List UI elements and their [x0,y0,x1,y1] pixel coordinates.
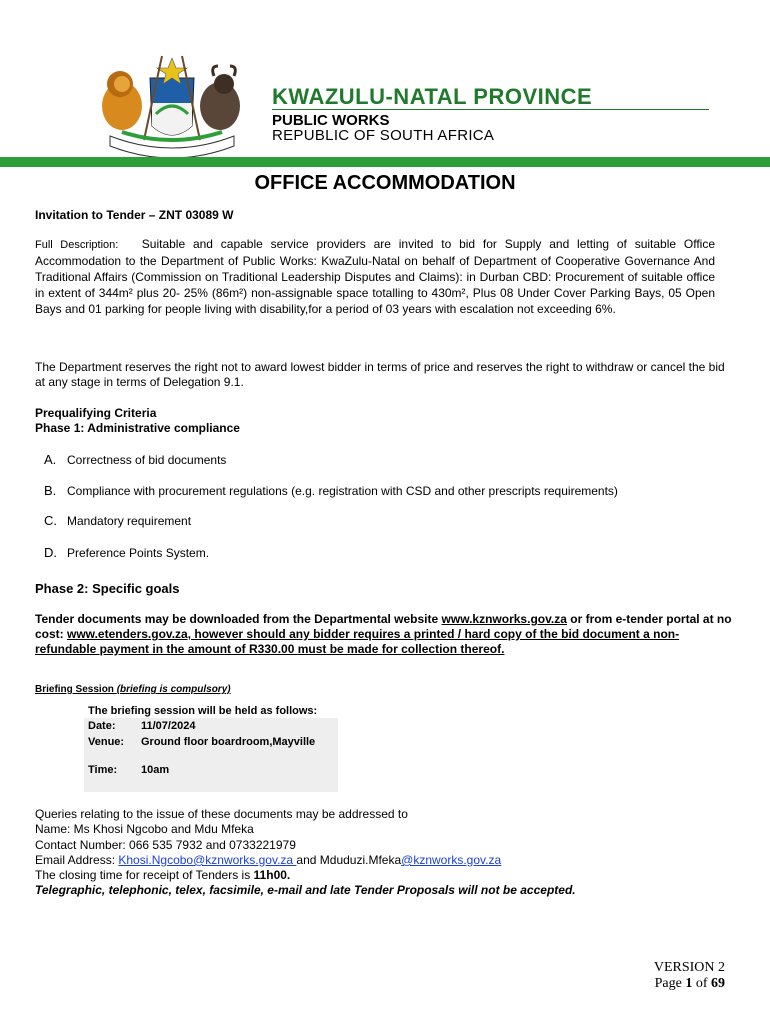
briefing-venue-row [88,736,315,748]
criteria-letter: D. [44,545,57,560]
criteria-text: Preference Points System. [67,546,210,560]
email-link-mduduzi[interactable]: @kznworks.gov.za [401,852,502,867]
header-band [0,157,770,167]
briefing-held: The briefing session will be held as follows: [88,705,318,717]
closing-note: Telegraphic, telephonic, telex, facsimile, e-mail and late Tender Proposals will not be accepted. [35,883,576,898]
phase2-heading: Phase 2: Specific goals [35,581,180,596]
province-title: KWAZULU-NATAL PROVINCE [272,84,593,109]
email-line [35,853,576,868]
briefing-date-row [88,720,195,732]
venue-value: Ground floor boardroom,Mayville [141,736,316,748]
etenders-link[interactable]: www.etenders.gov.za, however should any bidder requires a printed / hard copy of the bid document a non-refundable payment in the amount of R330.00 must be made for collection thereof. [35,627,680,656]
queries-block [35,807,576,899]
criteria-text: Mandatory requirement [67,514,192,528]
criteria-item [44,513,191,528]
download-text: Tender documents may be downloaded from the Departmental website [35,612,442,626]
version-label: VERSION 2 [653,960,725,975]
tender-reference: Invitation to Tender – ZNT 03089 W [35,208,234,222]
page-number [654,976,725,992]
closing-time: 11h00. [253,868,291,883]
criteria-letter: B. [44,483,57,498]
queries-intro: Queries relating to the issue of these documents may be addressed to [35,807,408,821]
closing-line [35,868,576,883]
closing-prefix: The closing time for receipt of Tenders is [35,868,254,883]
of-word: of [692,976,711,991]
date-value: 11/07/2024 [141,720,196,732]
page-title: OFFICE ACCOMMODATION [254,172,516,194]
coat-of-arms-icon [92,48,252,160]
kznworks-link[interactable]: www.kznworks.gov.za [441,612,567,626]
email-label: Email Address: [35,852,119,867]
criteria-item [44,483,618,498]
criteria-item [44,452,226,467]
briefing-time-row [88,764,169,776]
country-name: REPUBLIC OF SOUTH AFRICA [272,127,495,144]
time-label: Time: [88,764,118,776]
briefing-heading-text: Briefing Session [35,684,117,695]
criteria-item [44,545,209,560]
criteria-letter: C. [44,513,57,528]
download-notice [35,612,735,657]
criteria-text: Correctness of bid documents [67,453,227,467]
phase1-heading: Phase 1: Administrative compliance [35,421,240,435]
reserve-statement: The Department reserves the right not to award lowest bidder in terms of price and reserves the right to withdraw or cancel the bid at any stage in terms of Delegation 9.1. [35,360,725,389]
download-text: or from e-tender portal at no cost: [35,612,732,641]
venue-label: Venue: [88,736,125,748]
briefing-note: (briefing is compulsory) [116,684,231,695]
prequal-heading: Prequalifying Criteria [35,406,157,420]
page-footer [654,960,725,992]
department-name: PUBLIC WORKS [272,112,390,129]
email-mid: and Mduduzi.Mfeka [296,852,402,867]
date-label: Date: [88,720,116,732]
description-lead: Full Description: [35,239,119,251]
criteria-letter: A. [44,452,57,467]
description-text: Suitable and capable service providers are invited to bid for Supply and letting of suitable Office Accommodation to the Department of Public Works: KwaZulu-Natal on behalf of Department of Cooperative Governance And Traditional Affairs (Commission on Traditional Leadership Disputes and Claims): in Durban CBD: Procurement of suitable office in extent of 344m² plus 20- 25% (86m²) non-assignable space totalling to 430m², Plus 08 Under Cover Parking Bays, 05 Open Bays and 01 parking for people living with disability,for a period of 03 years with escalation not exceeding 6%. [35,237,715,316]
email-link-khosi[interactable]: Khosi.Ngcobo@kznworks.gov.za [118,852,297,867]
contact-name: Name: Ms Khosi Ngcobo and Mdu Mfeka [35,822,254,837]
title-rule [272,109,709,110]
contact-number: Contact Number: 066 535 7932 and 0733221979 [35,837,296,852]
full-description [35,236,715,317]
page-current: 1 [685,976,693,991]
page-word: Page [654,976,686,991]
criteria-text: Compliance with procurement regulations (e.g. registration with CSD and other prescripts requirements) [67,484,618,498]
briefing-heading [35,684,231,695]
prequal-heading-block [35,406,240,436]
page-total: 69 [711,976,725,991]
time-value: 10am [141,764,170,776]
